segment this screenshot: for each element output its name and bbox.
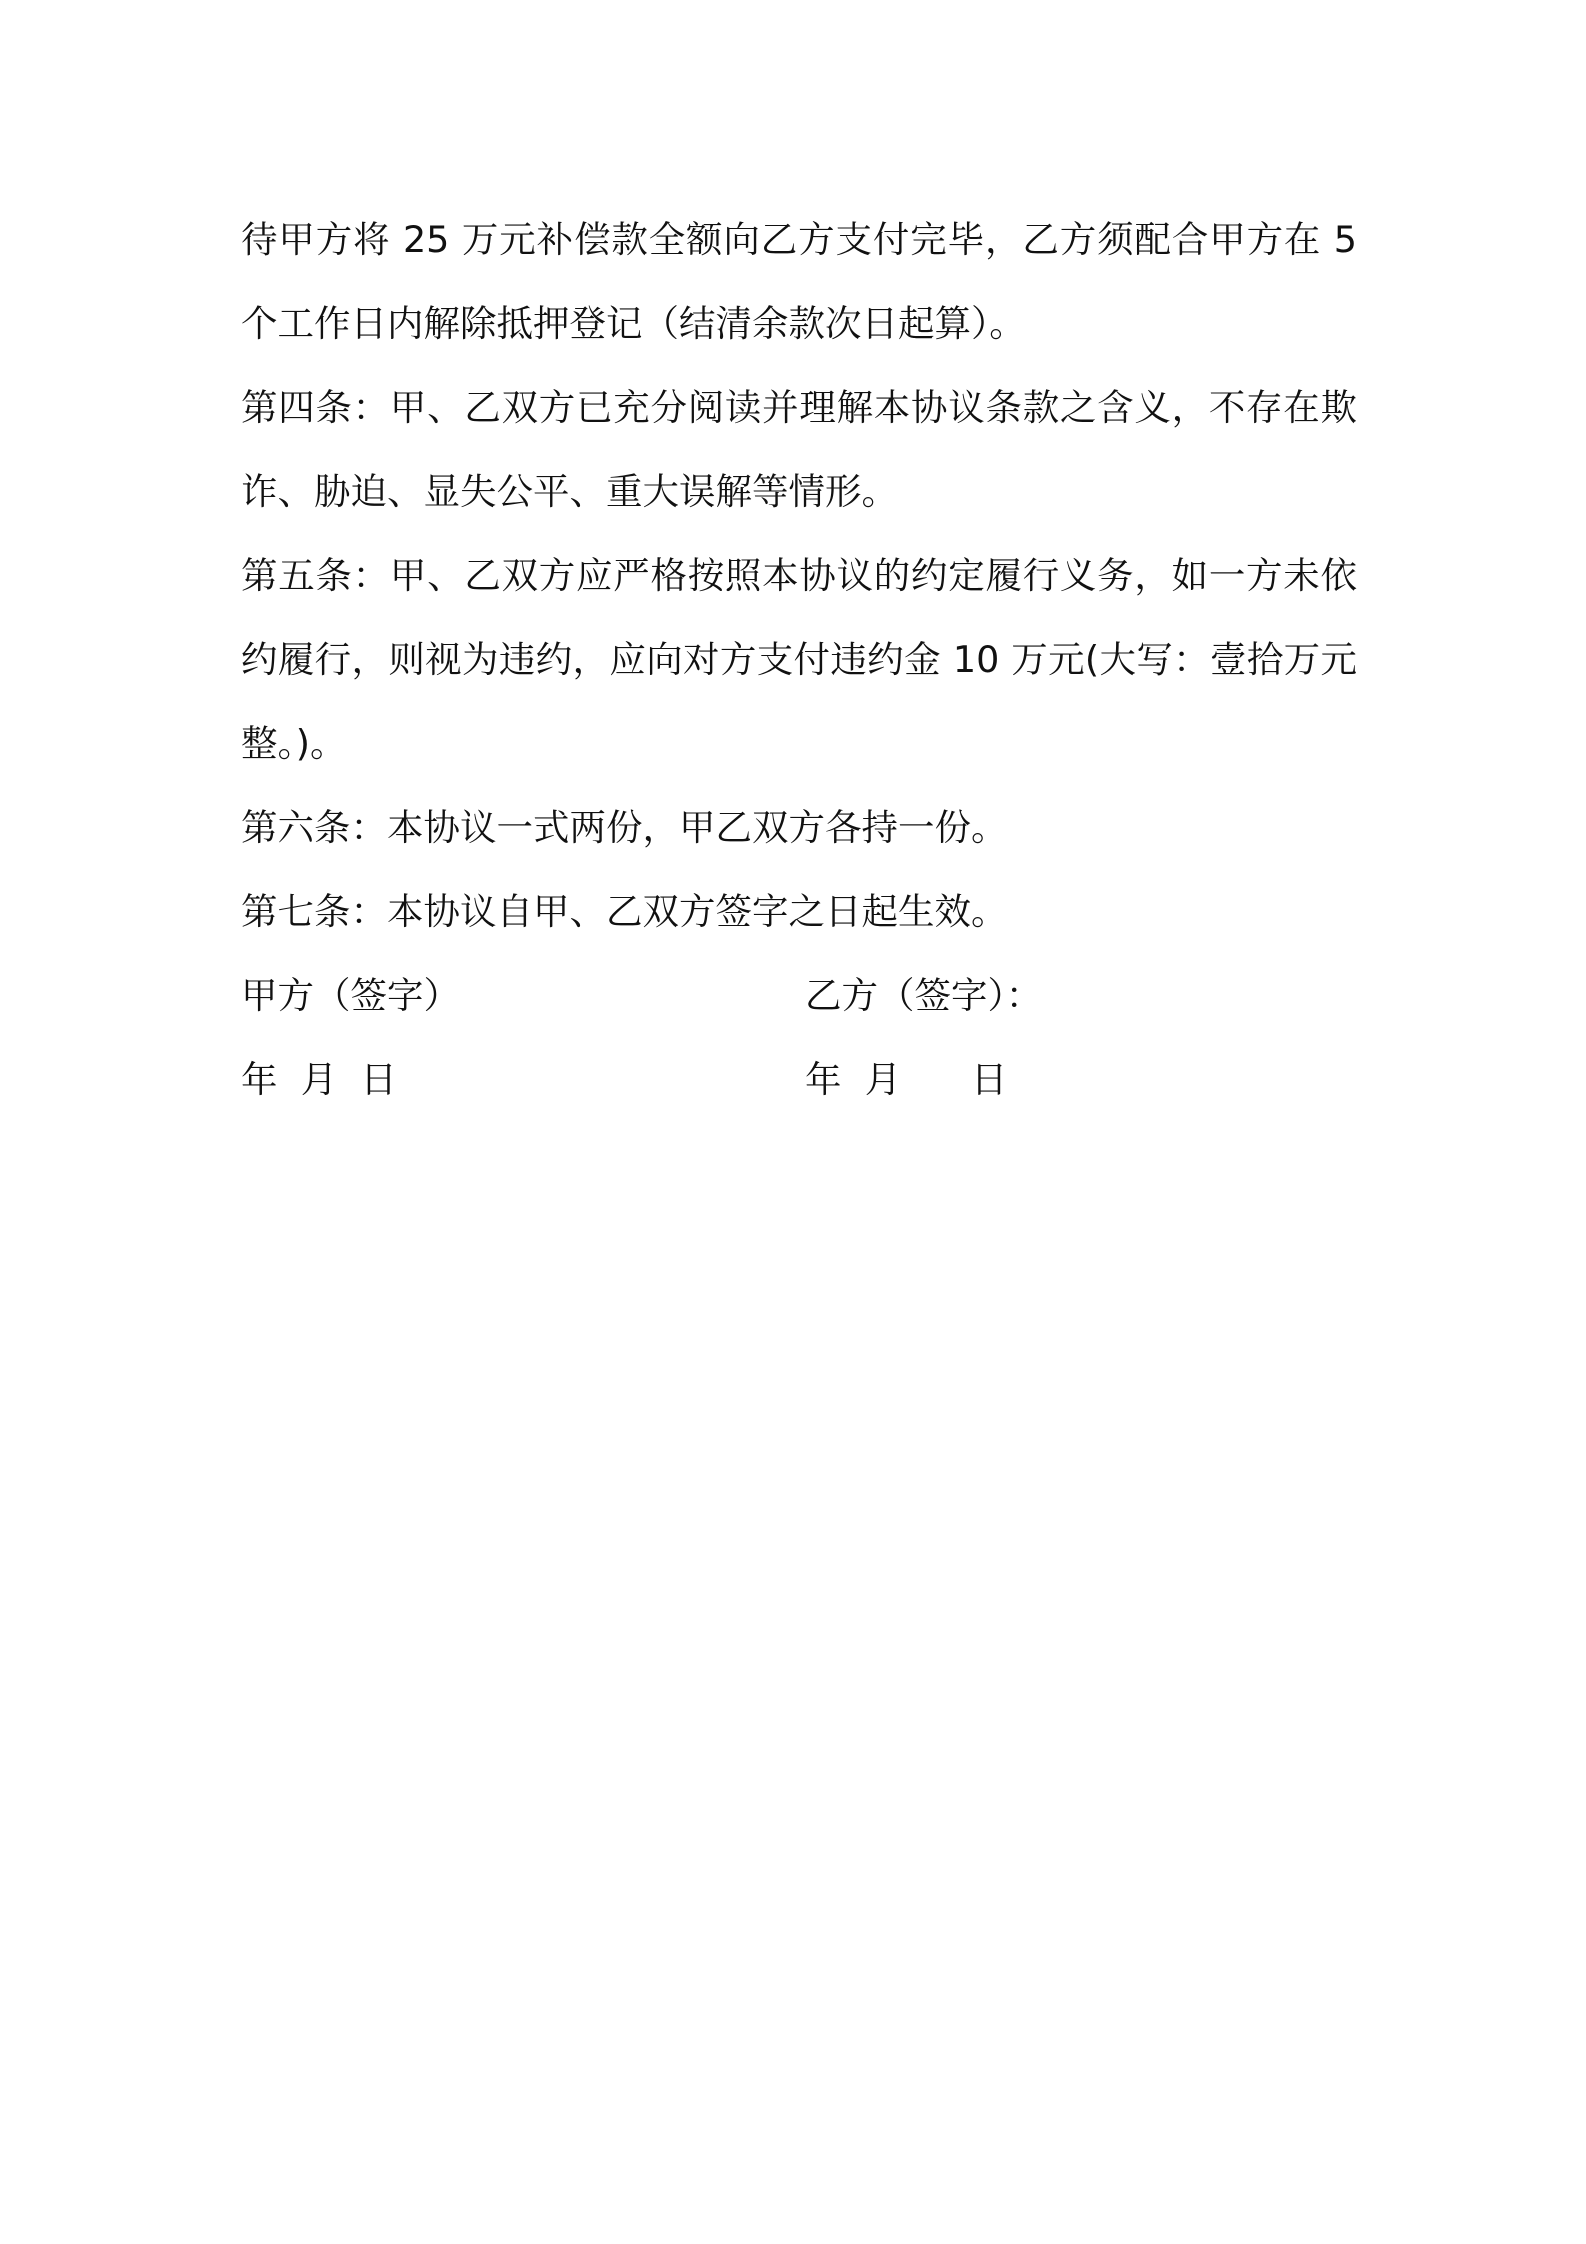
paragraph-article-5 <box>241 534 1357 786</box>
paragraph-line: 第四条：甲、乙双方已充分阅读并理解本协议条款之含义，不存在欺 <box>241 386 1357 429</box>
party-a-signature-label: 甲方（签字） <box>241 974 460 1017</box>
party-b-signature-label: 乙方（签字）： <box>805 974 1043 1017</box>
paragraph-line: 第七条：本协议自甲、乙双方签字之日起生效。 <box>241 890 1008 933</box>
paragraph-article-7 <box>241 870 1357 954</box>
party-a-date-field: 年 月 日 <box>241 1058 397 1101</box>
paragraph-line: 第五条：甲、乙双方应严格按照本协议的约定履行义务，如一方未依 <box>241 554 1357 597</box>
paragraph-line: 整。)。 <box>241 722 347 765</box>
paragraph-line: 个工作日内解除抵押登记（结清余款次日起算）。 <box>241 302 1026 345</box>
paragraph-line: 第六条：本协议一式两份，甲乙双方各持一份。 <box>241 806 1008 849</box>
paragraph-line: 待甲方将 25 万元补偿款全额向乙方支付完毕，乙方须配合甲方在 5 <box>241 218 1357 261</box>
paragraph-line: 诈、胁迫、显失公平、重大误解等情形。 <box>241 470 898 513</box>
paragraph-line: 约履行，则视为违约，应向对方支付违约金 10 万元(大写：壹拾万元 <box>241 638 1357 681</box>
paragraph-article-4 <box>241 366 1357 534</box>
paragraph-payment <box>241 198 1357 366</box>
party-b-date-field: 年 月 日 <box>805 1058 1008 1101</box>
paragraph-article-6 <box>241 786 1357 870</box>
date-row <box>241 1038 1008 1374</box>
document-body <box>241 198 1357 954</box>
